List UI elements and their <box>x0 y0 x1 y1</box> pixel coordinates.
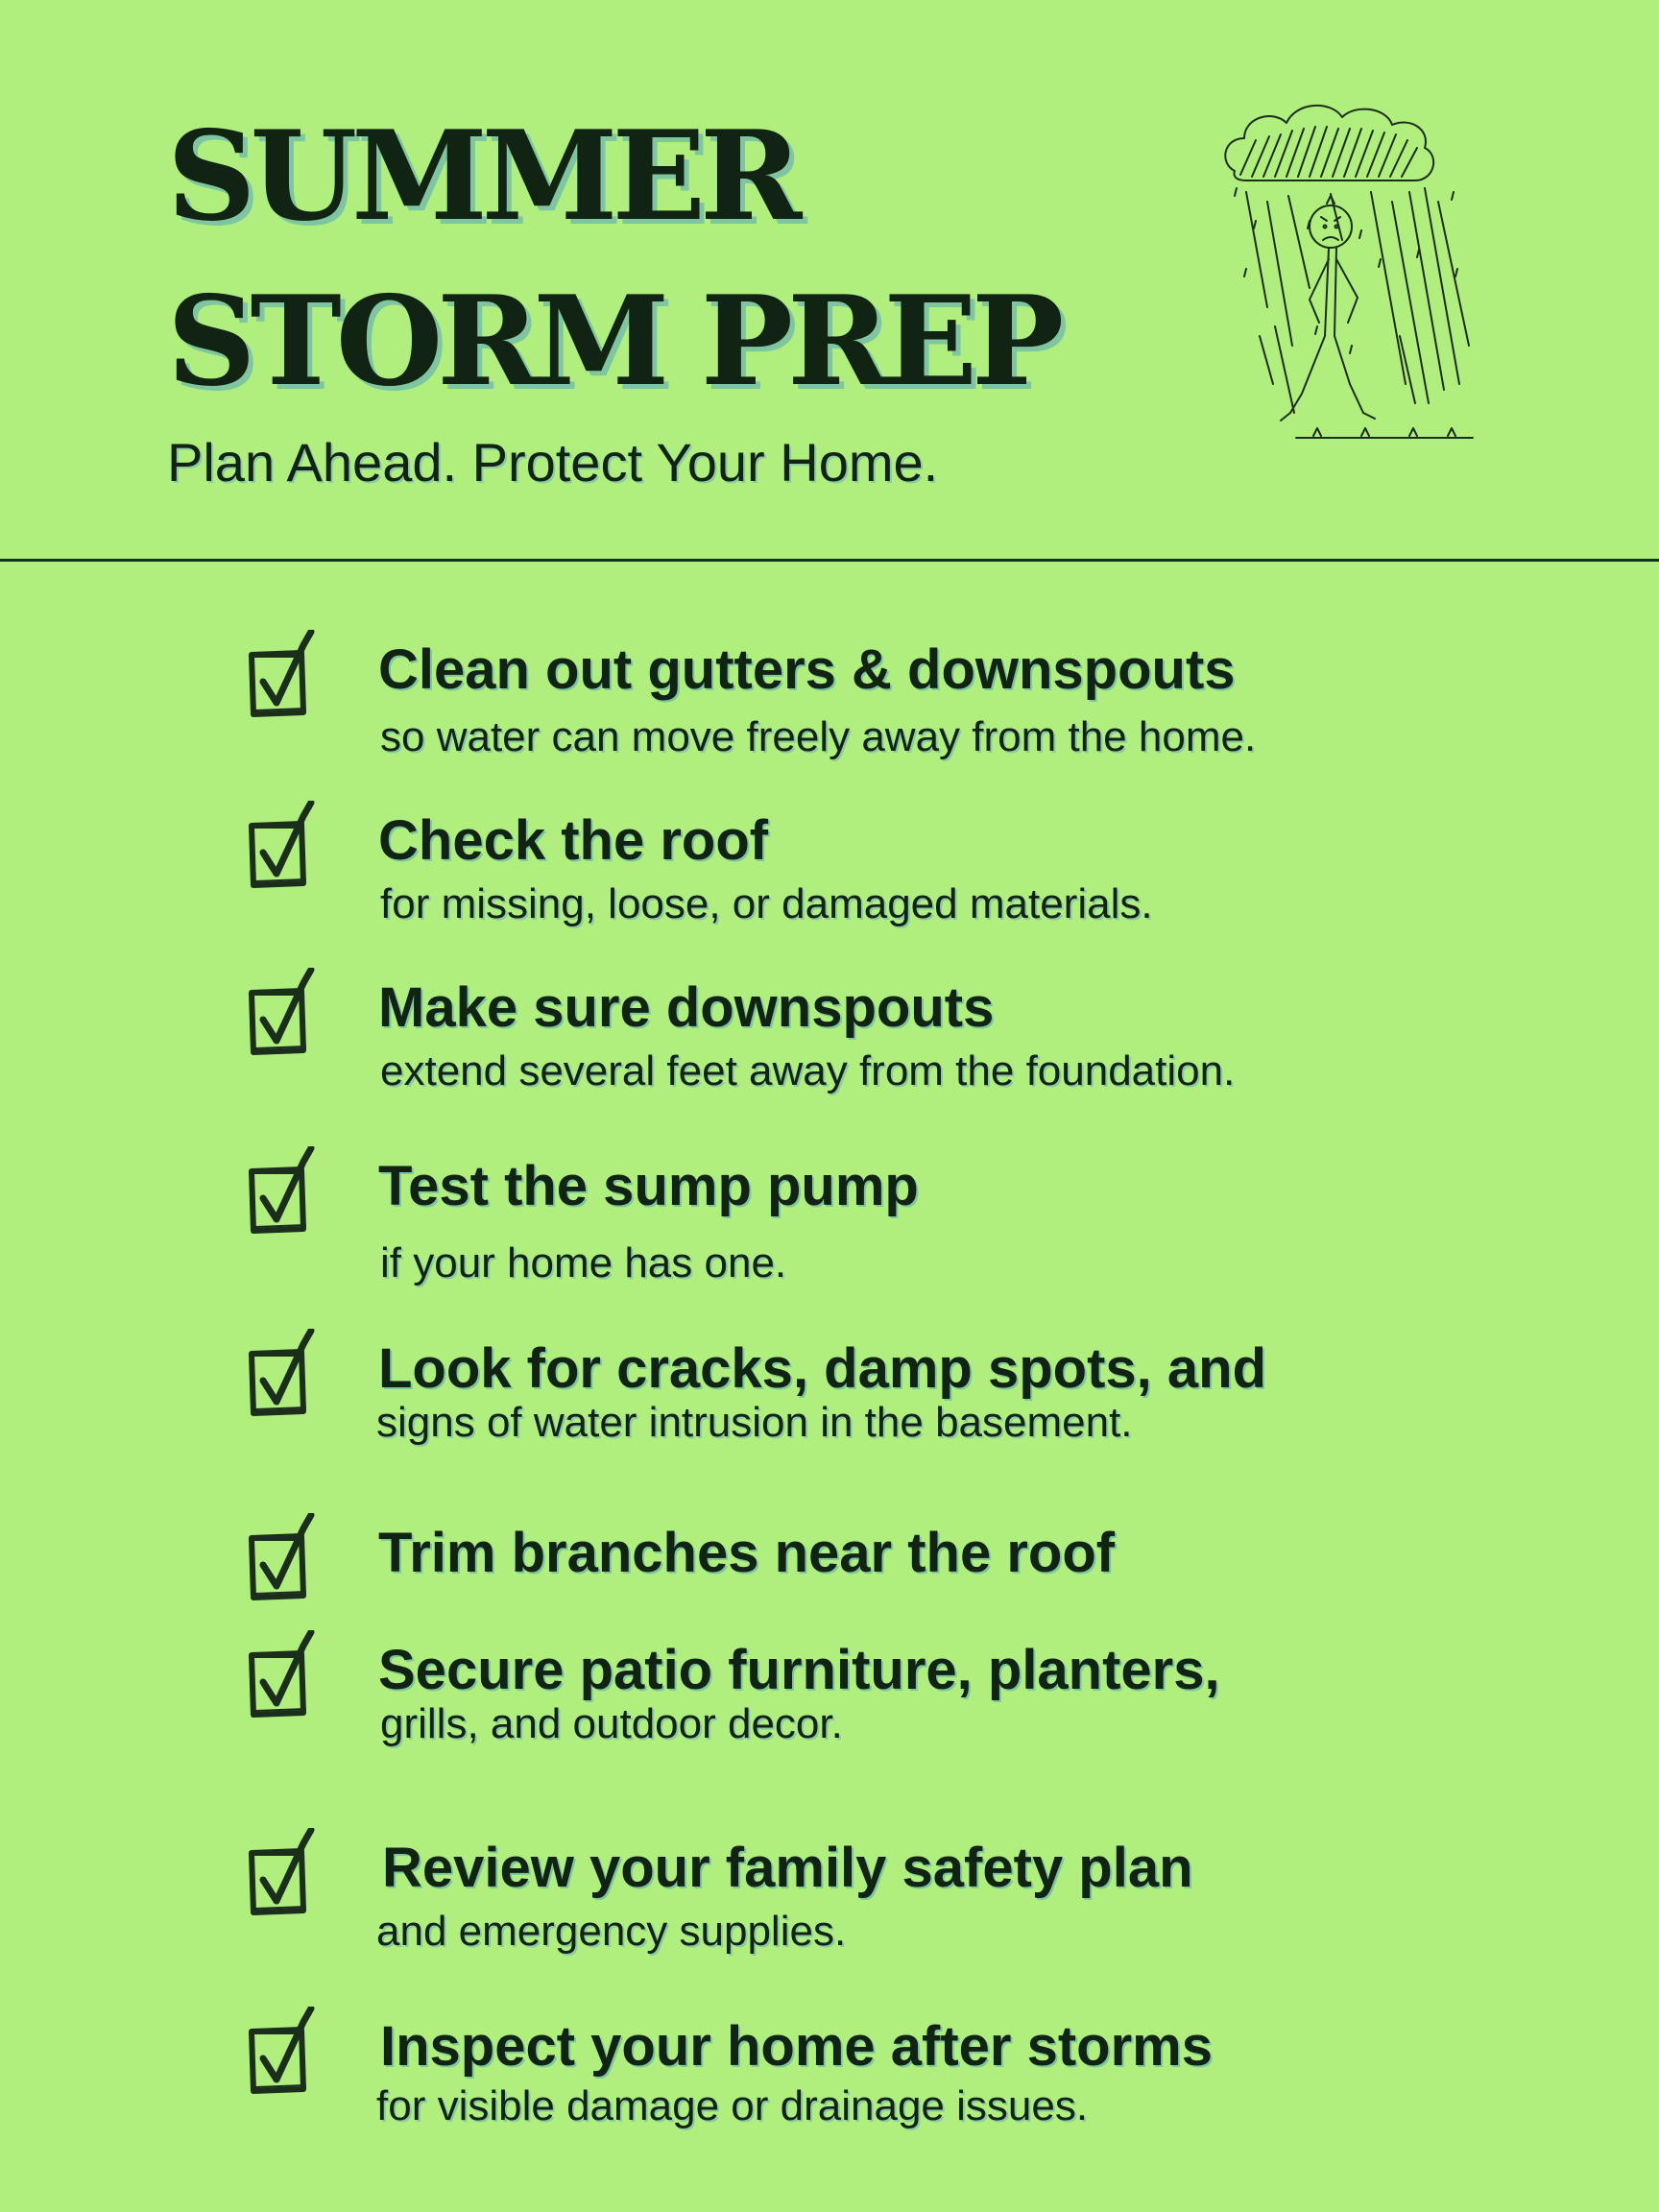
page-subtitle: Plan Ahead. Protect Your Home. <box>167 432 939 493</box>
checklist-item-title: Inspect your home after storms <box>380 2015 1213 2078</box>
title-line-1: SUMMER <box>167 105 797 249</box>
checklist-item-desc: for visible damage or drainage issues. <box>376 2082 1089 2129</box>
checked-box-icon <box>246 1630 328 1720</box>
checklist-item-desc: so water can move freely away from the home. <box>380 713 1257 760</box>
checked-box-icon <box>246 801 328 891</box>
checklist-item-title: Review your family safety plan <box>382 1837 1193 1899</box>
checked-box-icon <box>246 968 328 1058</box>
checklist-item-title: Trim branches near the roof <box>378 1522 1116 1584</box>
title-line-2: STORM PREP <box>167 270 1059 414</box>
checklist-item-desc: extend several feet away from the foundation. <box>380 1047 1236 1094</box>
checklist-item-title: Test the sump pump <box>378 1155 919 1217</box>
checklist-item-title: Make sure downspouts <box>378 976 995 1039</box>
checklist-item-title: Check the roof <box>378 809 769 872</box>
checked-box-icon <box>246 1513 328 1603</box>
checked-box-icon <box>246 1329 328 1419</box>
checked-box-icon <box>246 630 328 720</box>
checked-box-icon <box>246 1828 328 1918</box>
checklist-item-desc: grills, and outdoor decor. <box>380 1700 843 1747</box>
checklist-item-desc: if your home has one. <box>380 1239 787 1286</box>
checklist-item-desc: and emergency supplies. <box>376 1908 847 1955</box>
checked-box-icon <box>246 1146 328 1237</box>
checklist-item-title: Look for cracks, damp spots, and <box>378 1337 1266 1400</box>
checklist-item-title: Secure patio furniture, planters, <box>378 1639 1220 1701</box>
checklist-item-desc: signs of water intrusion in the basement. <box>376 1399 1133 1446</box>
checklist-item-desc: for missing, loose, or damaged materials. <box>380 880 1153 927</box>
checked-box-icon <box>246 2007 328 2097</box>
checklist-item-title: Clean out gutters & downspouts <box>378 638 1236 701</box>
